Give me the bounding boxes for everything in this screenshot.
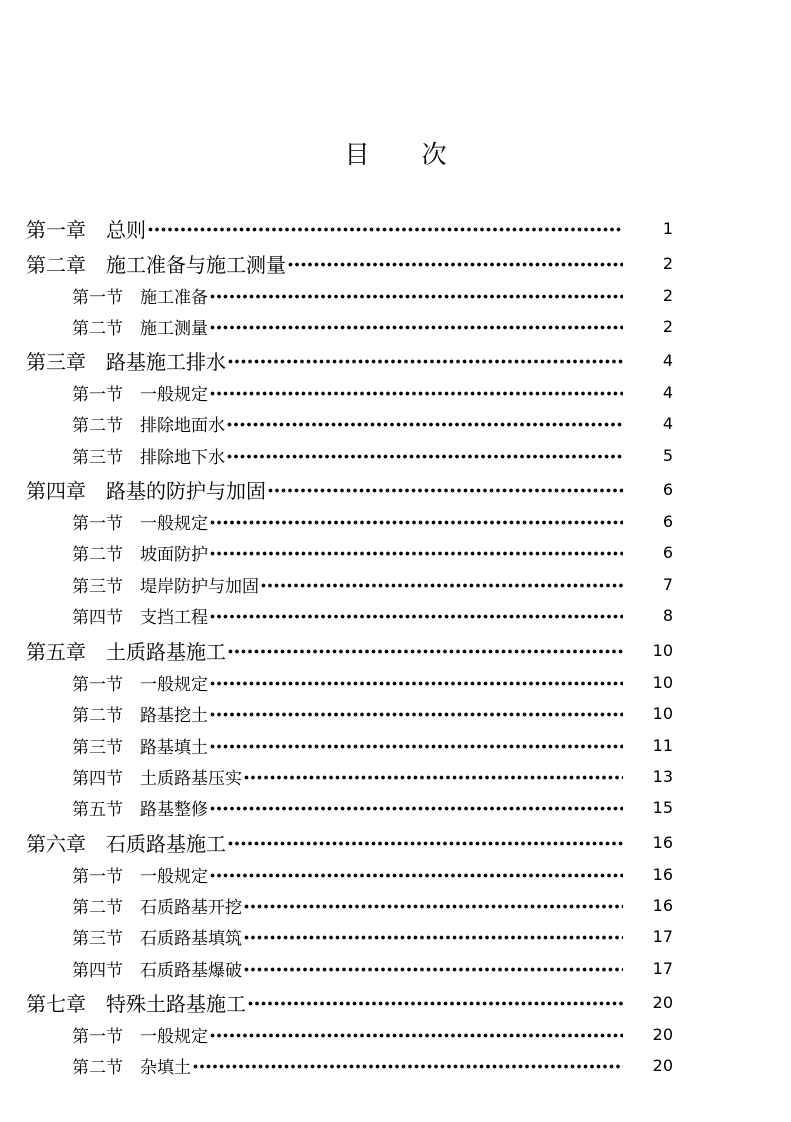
toc-page-number: 4	[662, 382, 673, 402]
toc-entry-label: 第六章 石质路基施工	[26, 831, 226, 856]
toc-page-number: 10	[652, 640, 673, 660]
toc-section-entry[interactable]	[0, 312, 791, 340]
toc-entry-label: 第三章 路基施工排水	[26, 349, 226, 374]
toc-page-number: 16	[652, 895, 673, 915]
toc-section-entry[interactable]	[0, 762, 791, 790]
toc-page-number: 7	[662, 574, 673, 594]
toc-section-entry[interactable]	[0, 378, 791, 406]
dot-leader	[210, 281, 623, 309]
toc-page-number: 15	[652, 797, 673, 817]
toc-page-number: 6	[662, 479, 673, 499]
toc-chapter-entry[interactable]	[0, 346, 791, 374]
toc-section-entry[interactable]	[0, 1051, 791, 1079]
dot-leader	[244, 954, 623, 982]
dot-leader	[210, 860, 623, 888]
dot-leader	[228, 636, 623, 664]
dot-leader	[210, 731, 623, 759]
toc-chapter-entry[interactable]	[0, 475, 791, 503]
toc-section-entry[interactable]	[0, 441, 791, 469]
dot-leader	[268, 475, 623, 503]
page-title	[0, 137, 791, 173]
dot-leader	[210, 668, 623, 696]
toc-entry-label: 第二节 排除地面水	[72, 415, 225, 436]
title-char-1: 目	[344, 140, 370, 169]
dot-leader	[210, 601, 623, 629]
toc-entry-label: 第七章 特殊土路基施工	[26, 991, 246, 1016]
toc-page-number: 4	[662, 350, 673, 370]
dot-leader	[210, 793, 623, 821]
toc-chapter-entry[interactable]	[0, 214, 791, 242]
toc-section-entry[interactable]	[0, 731, 791, 759]
dot-leader	[248, 988, 623, 1016]
toc-entry-label: 第一节 一般规定	[72, 1026, 208, 1047]
dot-leader	[228, 828, 623, 856]
dot-leader	[210, 378, 623, 406]
toc-section-entry[interactable]	[0, 1020, 791, 1048]
toc-entry-label: 第二节 路基挖土	[72, 705, 208, 726]
toc-entry-label: 第二章 施工准备与施工测量	[26, 252, 286, 277]
toc-entry-label: 第二节 施工测量	[72, 318, 208, 339]
dot-leader	[244, 891, 623, 919]
toc-page-number: 4	[662, 413, 673, 433]
toc-page-number: 10	[652, 703, 673, 723]
toc-chapter-entry[interactable]	[0, 636, 791, 664]
toc-page-number: 16	[652, 832, 673, 852]
toc-entry-label: 第三节 堤岸防护与加固	[72, 576, 259, 597]
dot-leader	[228, 346, 623, 374]
toc-entry-label: 第二节 坡面防护	[72, 544, 208, 565]
toc-entry-label: 第四节 石质路基爆破	[72, 960, 242, 981]
toc-entry-label: 第三节 排除地下水	[72, 447, 225, 468]
toc-entry-label: 第二节 杂填土	[72, 1057, 191, 1078]
toc-section-entry[interactable]	[0, 860, 791, 888]
toc-entry-label: 第一节 一般规定	[72, 866, 208, 887]
toc-section-entry[interactable]	[0, 570, 791, 598]
toc-page-number: 20	[652, 992, 673, 1012]
toc-page-number: 17	[652, 958, 673, 978]
dot-leader	[261, 570, 623, 598]
toc-page-number: 13	[652, 766, 673, 786]
toc-page-number: 6	[662, 542, 673, 562]
toc-page-number: 16	[652, 864, 673, 884]
toc-page-number: 1	[662, 218, 673, 238]
toc-page-number: 10	[652, 672, 673, 692]
title-char-2: 次	[421, 140, 447, 169]
dot-leader	[210, 312, 623, 340]
dot-leader	[227, 409, 623, 437]
toc-section-entry[interactable]	[0, 668, 791, 696]
toc-entry-label: 第二节 石质路基开挖	[72, 897, 242, 918]
dot-leader	[244, 922, 623, 950]
toc-entry-label: 第一节 一般规定	[72, 674, 208, 695]
toc-page-number: 8	[662, 605, 673, 625]
dot-leader	[227, 441, 623, 469]
dot-leader	[148, 214, 623, 242]
toc-section-entry[interactable]	[0, 538, 791, 566]
toc-page-number: 2	[662, 316, 673, 336]
toc-page-number: 2	[662, 285, 673, 305]
toc-entry-label: 第一节 施工准备	[72, 287, 208, 308]
toc-page-number: 17	[652, 926, 673, 946]
dot-leader	[210, 699, 623, 727]
toc-chapter-entry[interactable]	[0, 249, 791, 277]
dot-leader	[210, 507, 623, 535]
toc-entry-label: 第四章 路基的防护与加固	[26, 478, 266, 503]
toc-entry-label: 第五章 土质路基施工	[26, 639, 226, 664]
toc-page-number: 2	[662, 253, 673, 273]
toc-section-entry[interactable]	[0, 793, 791, 821]
toc-entry-label: 第四节 土质路基压实	[72, 768, 242, 789]
toc-section-entry[interactable]	[0, 281, 791, 309]
dot-leader	[244, 762, 623, 790]
toc-section-entry[interactable]	[0, 601, 791, 629]
toc-entry-label: 第一节 一般规定	[72, 513, 208, 534]
toc-section-entry[interactable]	[0, 699, 791, 727]
toc-entry-label: 第三节 路基填土	[72, 737, 208, 758]
toc-page-number: 6	[662, 511, 673, 531]
toc-entry-label: 第四节 支挡工程	[72, 607, 208, 628]
toc-entry-label: 第三节 石质路基填筑	[72, 928, 242, 949]
toc-entry-label: 第一节 一般规定	[72, 384, 208, 405]
toc-section-entry[interactable]	[0, 507, 791, 535]
dot-leader	[210, 538, 623, 566]
toc-page-number: 11	[652, 735, 673, 755]
toc-entry-label: 第五节 路基整修	[72, 799, 208, 820]
toc-page-number: 5	[662, 445, 673, 465]
toc-chapter-entry[interactable]	[0, 988, 791, 1016]
toc-section-entry[interactable]	[0, 409, 791, 437]
toc-chapter-entry[interactable]	[0, 828, 791, 856]
dot-leader	[193, 1051, 623, 1079]
toc-section-entry[interactable]	[0, 954, 791, 982]
toc-section-entry[interactable]	[0, 922, 791, 950]
toc-entry-label: 第一章 总则	[26, 217, 146, 242]
toc-page-number: 20	[652, 1055, 673, 1075]
toc-page-number: 20	[652, 1024, 673, 1044]
dot-leader	[210, 1020, 623, 1048]
dot-leader	[288, 249, 623, 277]
toc-section-entry[interactable]	[0, 891, 791, 919]
